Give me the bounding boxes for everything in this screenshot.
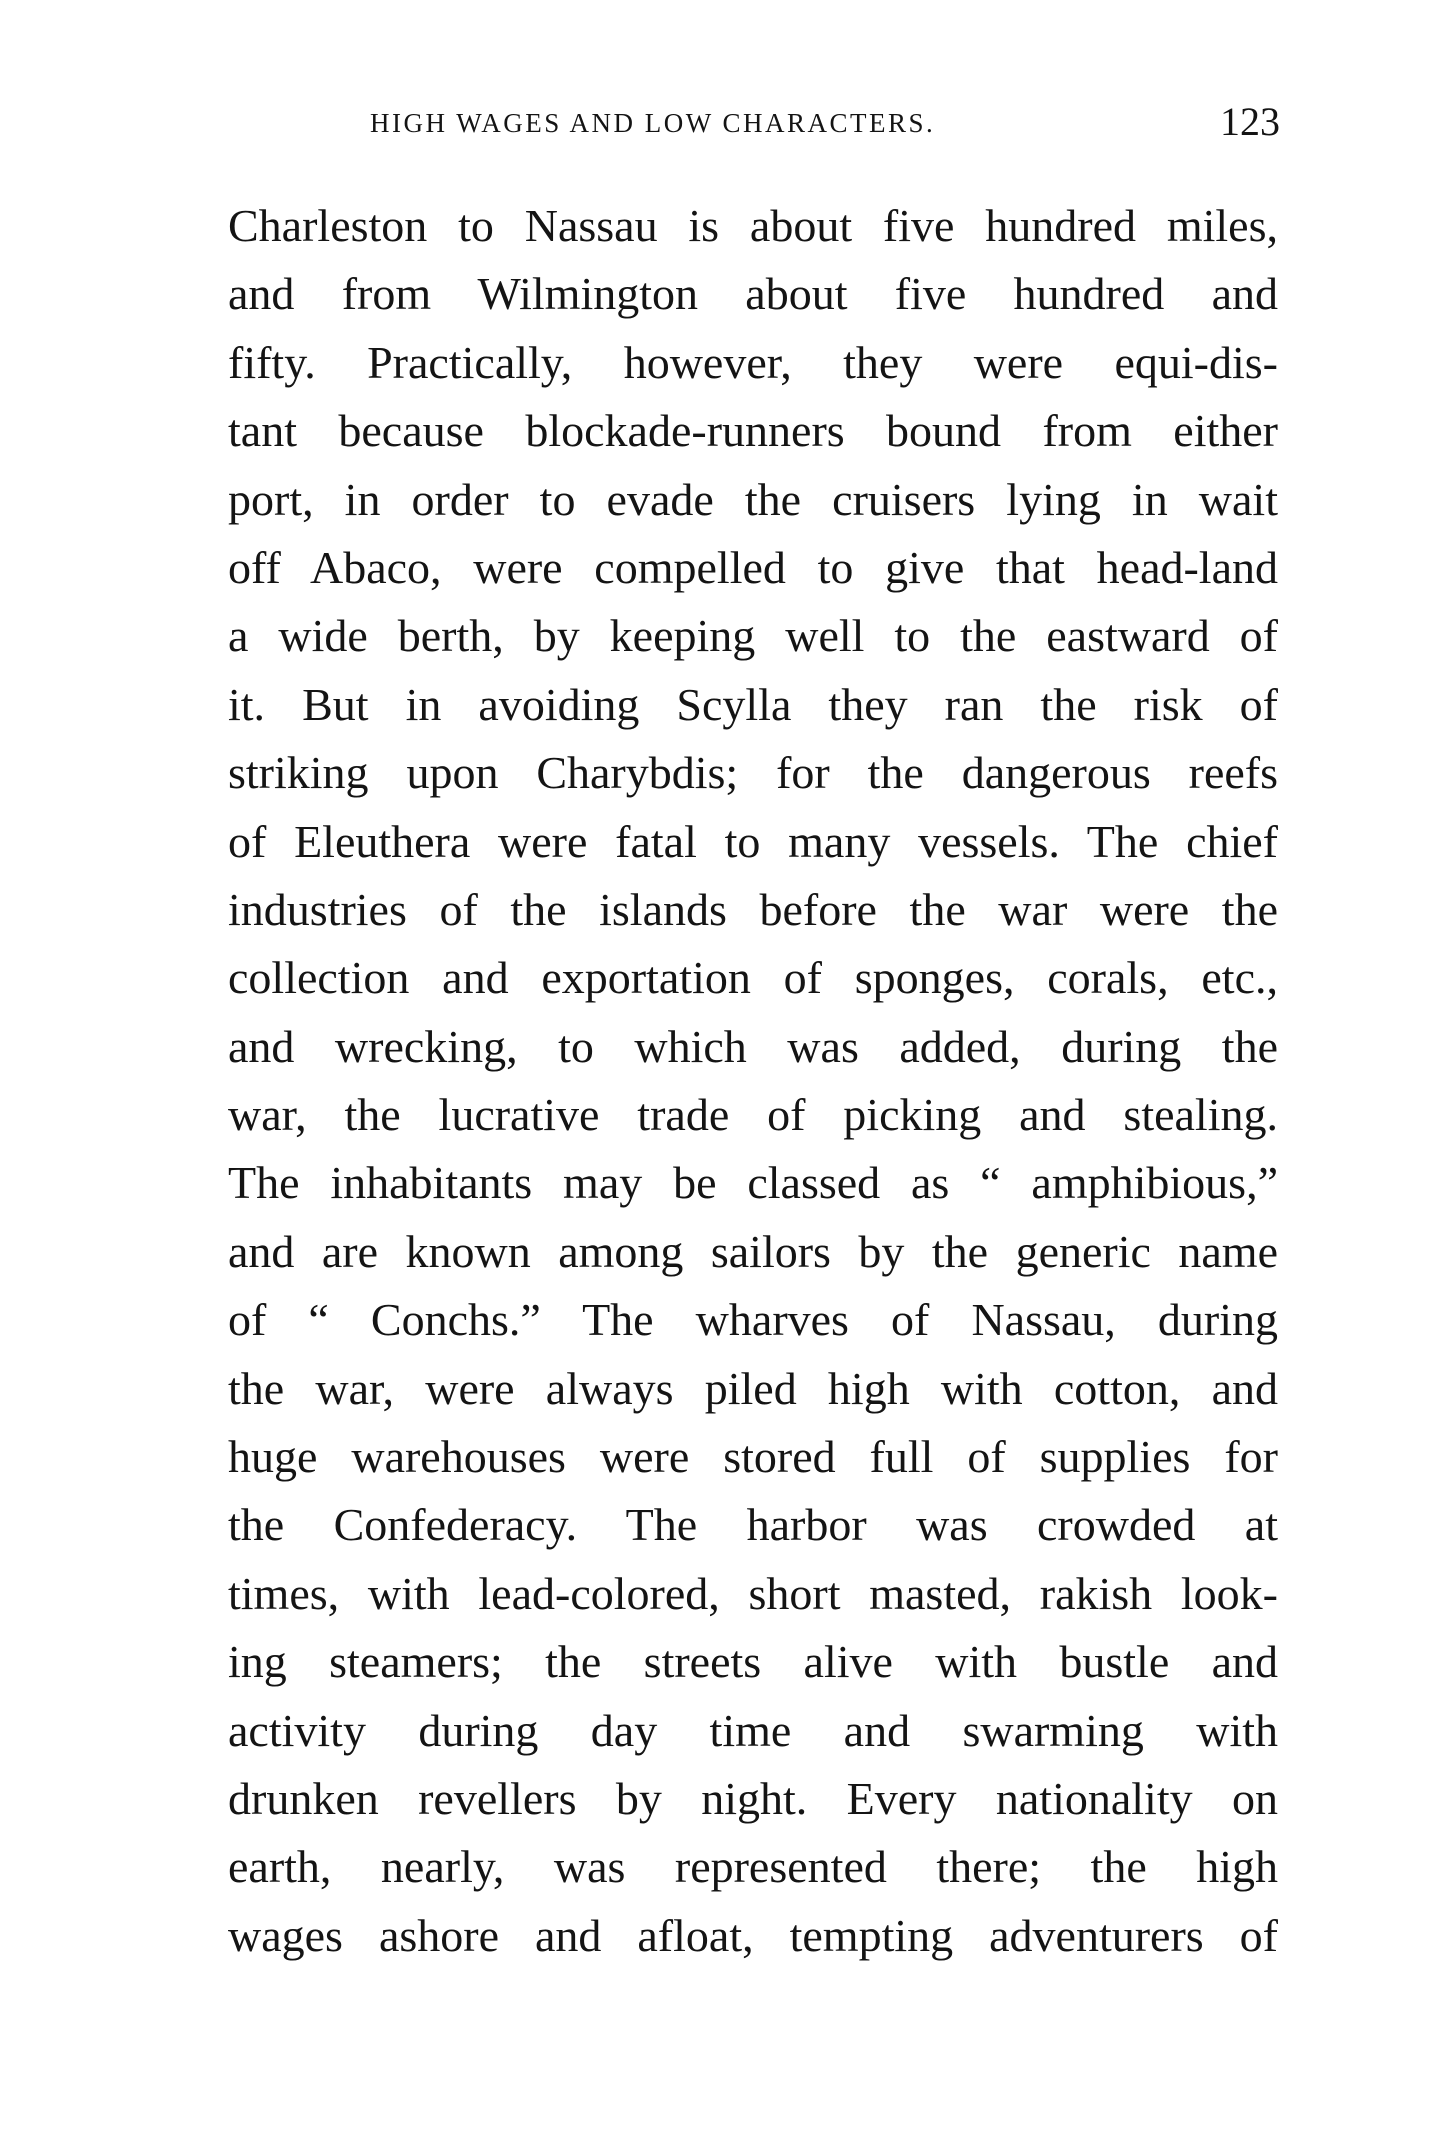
- text-line: a wide berth, by keeping well to the eastward of: [228, 610, 1278, 662]
- body-text: [228, 192, 1278, 1970]
- text-line: war, the lucrative trade of picking and stealing.: [228, 1089, 1278, 1141]
- text-line: striking upon Charybdis; for the dangerous reefs: [228, 747, 1278, 799]
- text-line: ing steamers; the streets alive with bustle and: [228, 1636, 1278, 1688]
- text-line: the Confederacy. The harbor was crowded at: [228, 1499, 1278, 1551]
- text-line: earth, nearly, was represented there; the high: [228, 1841, 1278, 1893]
- running-title: HIGH WAGES AND LOW CHARACTERS.: [370, 108, 936, 138]
- text-line: port, in order to evade the cruisers lying in wait: [228, 473, 1278, 525]
- text-line: it. But in avoiding Scylla they ran the risk of: [228, 678, 1278, 730]
- page-header: [370, 98, 1280, 148]
- text-line: fifty. Practically, however, they were equi-dis-: [228, 336, 1278, 388]
- text-line: of Eleuthera were fatal to many vessels. The chief: [228, 815, 1278, 867]
- text-line: industries of the islands before the war were the: [228, 883, 1278, 935]
- text-line: tant because blockade-runners bound from either: [228, 405, 1278, 457]
- text-line: collection and exportation of sponges, corals, etc.,: [228, 952, 1278, 1004]
- text-line: activity during day time and swarming with: [228, 1704, 1278, 1756]
- text-line: and from Wilmington about five hundred and: [228, 268, 1278, 320]
- text-line: drunken revellers by night. Every nationality on: [228, 1772, 1278, 1824]
- text-line: times, with lead-colored, short masted, rakish look-: [228, 1567, 1278, 1619]
- text-line: off Abaco, were compelled to give that head-land: [228, 541, 1278, 593]
- text-line: and are known among sailors by the generic name: [228, 1225, 1278, 1277]
- text-line: the war, were always piled high with cotton, and: [228, 1362, 1278, 1414]
- page-number: 123: [1220, 99, 1280, 144]
- text-line: wages ashore and afloat, tempting adventurers of: [228, 1909, 1278, 1961]
- text-line: The inhabitants may be classed as “ amphibious,”: [228, 1157, 1278, 1209]
- text-line: of “ Conchs.” The wharves of Nassau, during: [228, 1294, 1278, 1346]
- text-line: huge warehouses were stored full of supplies for: [228, 1431, 1278, 1483]
- text-line: Charleston to Nassau is about five hundred miles,: [228, 200, 1278, 251]
- text-line: and wrecking, to which was added, during the: [228, 1020, 1278, 1072]
